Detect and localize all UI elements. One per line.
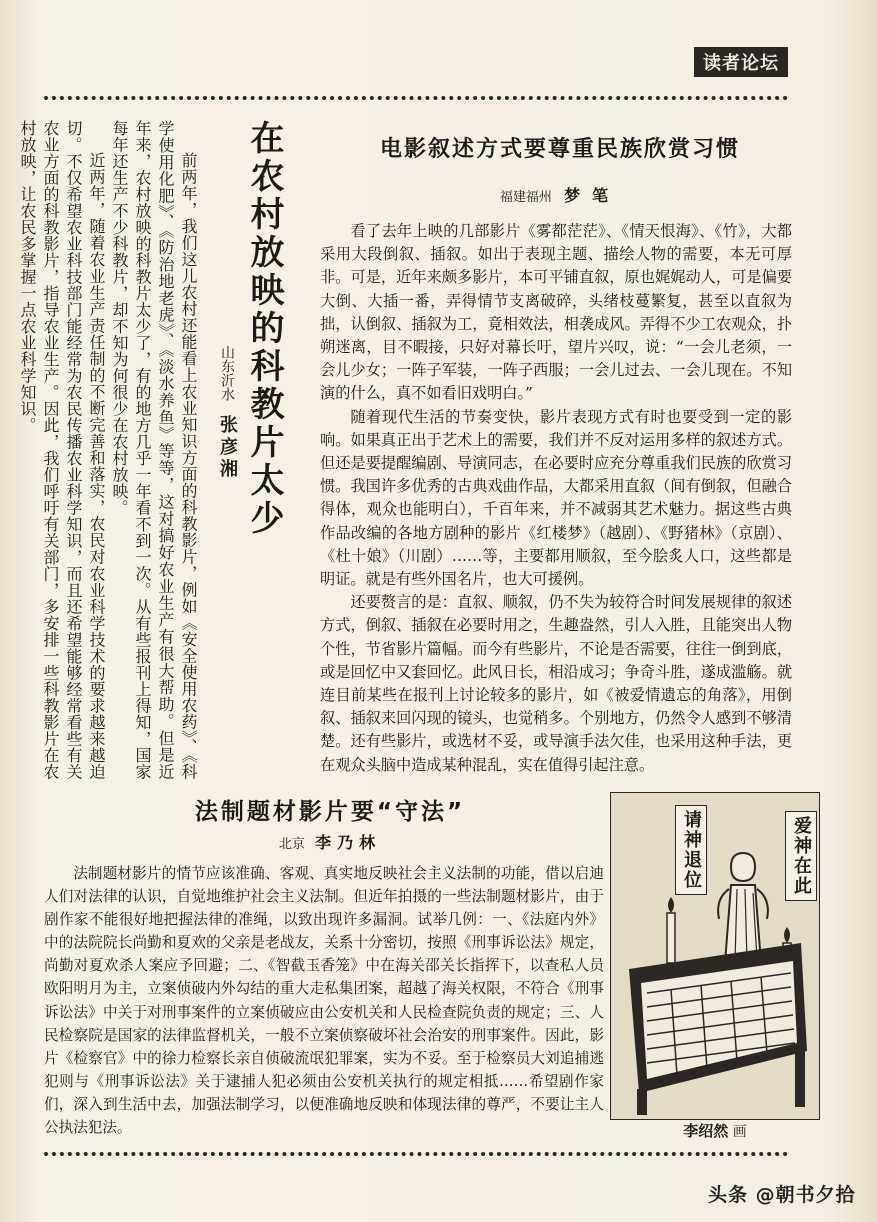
vertical-paragraph: 前两年，我们这儿农村还能看上农业知识方面的科教影片，例如《安全使用农药》、《科学使用化肥》、《防治地老虎》、《淡水养鱼》等等，这对搞好农业生产有很大帮助。但是近年来，农村放映的科教片太少了，有的地方几乎一年看不到一次。从有些报刊上得知，国家每年还生产不少科教片，却不知为何很少在农村放映。 [110, 120, 198, 780]
cartoon-credit-suffix: 画 [732, 1124, 747, 1140]
cartoon-illustration [610, 792, 820, 1120]
article-body [44, 862, 604, 1139]
cartoon-sign-right: 爱神在此 [785, 811, 817, 901]
cartoon-artist: 李绍然 [683, 1122, 729, 1140]
article-paragraph: 随着现代生活的节奏变快，影片表现方式有时也要受到一定的影响。如果真正出于艺术上的需要，我们并不反对运用多样的叙述方式。但还是要提醒编剧、导演同志，在必要时应充分尊重我们民族的欣赏习惯。我国许多优秀的古典戏曲作品，大都采用直叙（间有倒叙，但融合得体，观众也能明白），千百年来，并不减弱其艺术魅力。据这些古典作品改编的各地方剧种的影片《红楼梦》（越剧）、《野猪林》（京剧）、《杜十娘》（川剧）……等，主要都用顺叙，至今脍炙人口，这些都是明证。就是有些外国名片，也大可援例。 [320, 407, 792, 589]
section-tag: 读者论坛 [694, 47, 788, 77]
article-byline [150, 830, 510, 853]
byline-author: 张彦湘 [217, 415, 238, 482]
byline-author: 李乃林 [315, 833, 382, 852]
vertical-article-body [18, 120, 200, 780]
byline-place: 山东沂水 [219, 345, 235, 401]
article-paragraph: 看了去年上映的几部影片《雾都茫茫》、《情天恨海》、《竹》，大都采用大段倒叙、插叙。如出于表现主题、描绘人物的需要，本无可厚非。可是，近年来颇多影片，本可平铺直叙，原也娓娓动人，可是偏要大倒、大插一番，弄得情节支离破碎，头绪枝蔓繁复，甚至以直叙为拙，认倒叙、插叙为工，竟相效法，相袭成风。弄得不少工农观众，扑朔迷离，目不暇接，只好对幕长吁，望片兴叹，说：“一会儿老须，一会儿少女；一阵子军装，一阵子西服；一会儿过去、一会儿现在。不知演的什么，真不如看旧戏明白。” [320, 222, 792, 403]
vertical-article-title: 在农村放映的科教片太少 [244, 120, 284, 538]
byline-author: 梦笔 [564, 186, 621, 205]
cartoon-sign-left: 请神退位 [675, 805, 707, 895]
article-title: 法制题材影片要“守法” [194, 799, 466, 825]
cartoon-credit [640, 1120, 790, 1141]
article-title: 电影叙述方式要尊重民族欣赏习惯 [379, 137, 740, 162]
article-byline [330, 183, 790, 206]
article-paragraph: 法制题材影片的情节应该准确、客观、真实地反映社会主义法制的功能，借以启迪人们对法律的认识，自觉地维护社会主义法制。但近年拍摄的一些法制题材影片，由于剧作家不能很好地把握法律的准绳，以致出现许多漏洞。试举几例：一、《法庭内外》中的法院院长尚勤和夏欢的父亲是老战友，关系十分密切，按照《刑事诉讼法》规定，尚勤对夏欢杀人案应予回避；二、《智截玉香笼》中在海关邵关长指挥下，以查私人员欧阳明月为主，立案侦破内外勾结的重大走私集团案，超越了海关权限，不符合《刑事诉讼法》中关于对刑事案件的立案侦破应由公安机关和人民检查院负责的规定；三、人民检察院是国家的法律监督机关，一般不立案侦察破坏社会治安的刑事案件。因此，影片《检察官》中的徐力检察长亲自侦破流氓犯罪案，实为不妥。至于检察员大刘追捕逃犯则与《刑事诉讼法》关于逮捕人犯必须由公安机关执行的规定相抵……希望剧作家们，深入到生活中去，加强法制学习，以便准确地反映和体现法律的尊严，不要让主人公执法犯法。 [44, 865, 604, 1137]
watermark-text: 头条 @朝书夕拾 [708, 1184, 856, 1206]
byline-place: 福建福州 [499, 190, 552, 205]
top-dotted-rule [44, 96, 788, 100]
vertical-paragraph: 近两年，随着农业生产责任制的不断完善和落实，农民对农业科学技术的要求越来越迫切。不仅希望农业科技部门能经常为农民传播农业科学知识，而且还希望能够经常看些有关农业方面的科教影片，指导农业生产。因此，我们呼吁有关部门，多安排一些科教影片在农村放映，让农民多掌握一点农业科学知识。 [18, 120, 106, 780]
article-body [320, 220, 792, 777]
vertical-article-byline [212, 345, 242, 481]
byline-place: 北京 [278, 837, 305, 852]
article-paragraph: 还要赘言的是：直叙、顺叙，仍不失为较符合时间发展规律的叙述方式，倒叙、插叙在必要时用之，生趣盎然，引人入胜，且能突出人物个性，节省影片篇幅。而今有些影片，不论是否需要，往往一倒到底，或是回忆中又套回忆。此风日长，相沿成习；争奇斗胜，遂成滥觞。就连目前某些在报刊上讨论较多的影片，如《被爱情遗忘的角落》，用倒叙、插叙来回闪现的镜头，也觉稍多。个别地方，仍然令人感到不够清楚。还有些影片，或选材不妥，或导演手法欠佳，也采用这种手法，更在观众头脑中造成某种混乱，实在值得引起注意。 [320, 593, 792, 774]
bottom-dotted-rule [44, 1152, 788, 1156]
